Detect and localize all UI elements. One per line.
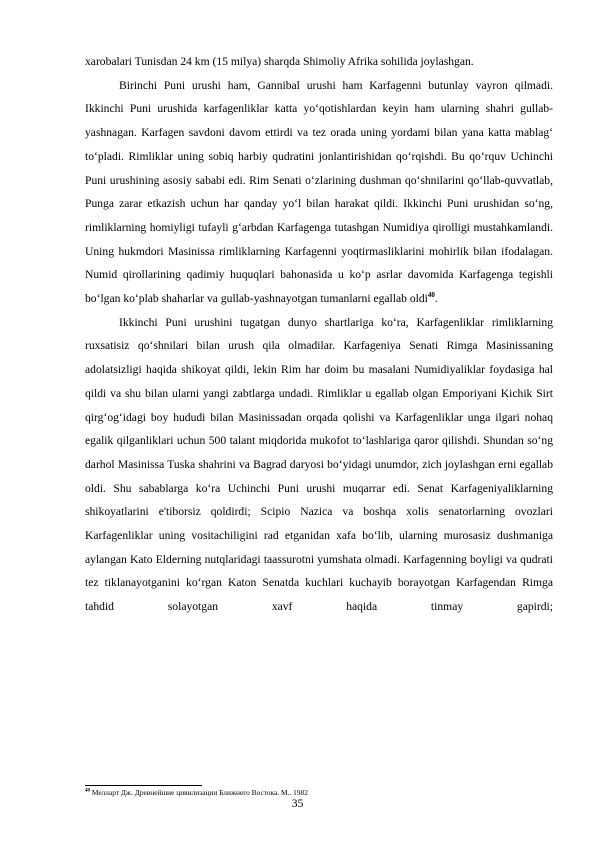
paragraph-3-text: Ikkinchi Puni urushini tugatgan dunyo shartlariga ko‘ra, Karfagenliklar rimliklarning ruxsatisiz qo‘shnilari bilan urush qila olmadilar. Karfageniya Senati Rimga Masinissaning adolatsizligi haqida shikoyat qildi, lekin Rim har doim bu masalani Numidiyaliklar foydasiga hal qildi va shu bilan ularni yangi zabtlarga undadi. Rimliklar u egallab olgan Emporiyani Kichik Sirt qirg‘og‘idagi boy hududi bilan Masinissadan orqada qolishi va Karfagenliklar unga ilgari nohaq egalik qilganliklari uchun 500 talant miqdorida mukofot to‘lashlariga qaror qilishdi. Shundan so‘ng darhol Masinissa Tuska shahrini va Bagrad daryosi bo‘yidagi unumdor, zich joylashgan erni egallab oldi. Shu sabablarga ko‘ra Uchinchi Puni urushi muqarrar edi. Senat Karfageniyaliklarning shikoyatlarini e'tiborsiz qoldirdi; Scipio Nazica va boshqa xolis senatorlarning ovozlari Karfagenliklar uning vositachiligini rad etganidan xafa bo‘lib, ularning murosasiz dushmaniga aylangan Kato Elderning nutqlaridagi taassurotni yumshata olmadi. Karfagenning boyligi va qudrati tez tiklanayotganini ko‘rgan Katon Senatda kuchlari kuchayib borayotgan Karfagendan Rimga tahdid solayotgan xavf haqida tinmay gapirdi; <box>85 315 553 614</box>
page-body <box>85 50 553 619</box>
paragraph-3 <box>85 311 553 619</box>
paragraph-2-end: . <box>434 292 438 306</box>
footnote-text: Мелларт Дж. Древнейшие цивилизации Ближнего Востока. М.. 1982 <box>90 788 308 797</box>
paragraph-2 <box>85 74 553 311</box>
paragraph-1 <box>85 50 553 74</box>
footnote <box>85 788 553 797</box>
paragraph-2-text: Birinchi Puni urushi ham, Gannibal urushi ham Karfagenni butunlay vayron qilmadi. Ikkinchi Puni urushida karfagenliklar katta yo‘qotishlardan keyin ham ularning shahri gullab-yashnagan. Karfagen savdoni davom ettirdi va tez orada uning yordami bilan yana katta mablag‘ to‘pladi. Rimliklar uning sobiq harbiy qudratini jonlantirishidan qo‘rqishdi. Bu qo‘rquv Uchinchi Puni urushining asosiy sababi edi. Rim Senati o‘zlarining dushman qo‘shnilarini qo‘llab-quvvatlab, Punga zarar etkazish uchun har qanday yo‘l bilan harakat qildi. Ikkinchi Puni urushidan so‘ng, rimliklarning homiyligi tufayli g‘arbdan Karfagenga tutashgan Numidiya qirolligi mustahkamlandi. Uning hukmdori Masinissa rimliklarning Karfagenni yoqtirmasliklarini mohirlik bilan ifodalagan. Numid qirollarining qadimiy huquqlari bahonasida u ko‘p asrlar davomida Karfagenga tegishli bo‘lgan ko‘plab shaharlar va gullab-yashnayotgan tumanlarni egallab oldi <box>85 78 553 306</box>
footnote-mark: 40 <box>85 788 90 794</box>
page-number: 35 <box>291 797 304 810</box>
footnote-reference[interactable]: 40 <box>427 291 435 300</box>
paragraph-1-text: xarobalari Tunisdan 24 km (15 milya) sharqda Shimoliy Afrika sohilida joylashgan. <box>85 55 474 68</box>
footnote-separator <box>85 785 202 786</box>
